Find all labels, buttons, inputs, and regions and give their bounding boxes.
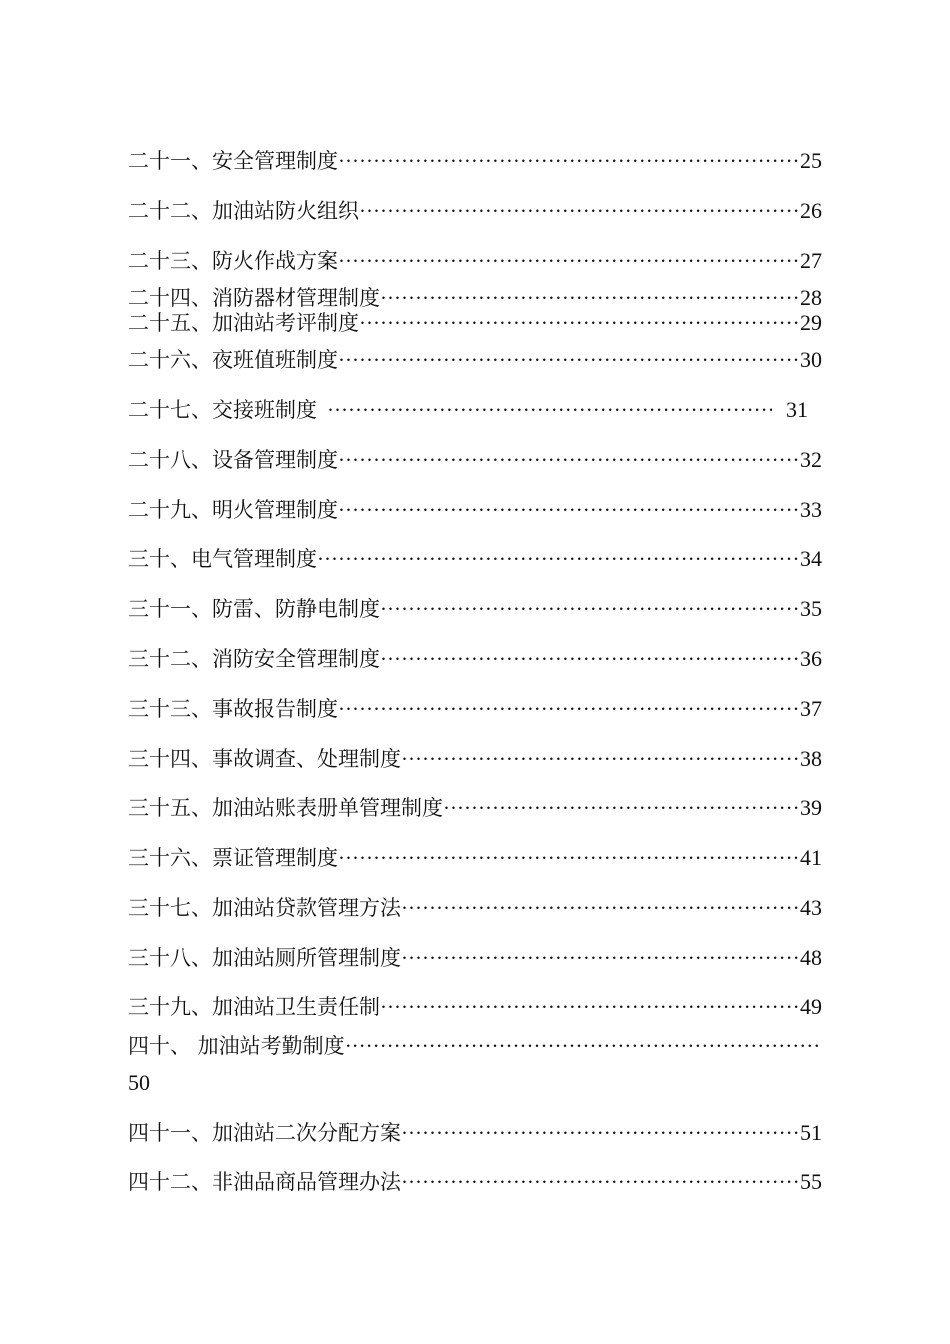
toc-entry[interactable]: [128, 745, 822, 773]
toc-entry-title: 二十八、设备管理制度: [128, 448, 338, 472]
toc-entry[interactable]: [128, 794, 822, 822]
toc-entry-page: 51: [800, 1120, 822, 1145]
toc-entry-title: 三十九、加油站卫生责任制: [128, 995, 380, 1019]
toc-entry[interactable]: [128, 197, 822, 225]
toc-entry-page: 31: [786, 397, 808, 422]
toc-leader-dots: [401, 944, 800, 972]
toc-leader-dots: [338, 346, 800, 374]
toc-entry-title: 三十五、加油站账表册单管理制度: [128, 796, 443, 820]
toc-entry-page: 26: [800, 198, 822, 223]
toc-entry-title: 四十一、加油站二次分配方案: [128, 1121, 401, 1145]
toc-leader-dots: [359, 311, 800, 335]
toc-entry-page: 35: [800, 596, 822, 621]
toc-entry-page: 49: [800, 994, 822, 1019]
toc-entry-page: 29: [800, 310, 822, 335]
toc-entry[interactable]: [128, 944, 822, 972]
toc-entry-page: 48: [800, 945, 822, 970]
toc-entry[interactable]: [128, 147, 822, 175]
toc-entry[interactable]: [128, 286, 822, 310]
toc-leader-dots: [380, 645, 800, 673]
toc-leader-dots: [338, 147, 800, 175]
toc-entry-title: 四十二、非油品商品管理办法: [128, 1170, 401, 1194]
toc-leader-dots: [338, 247, 800, 275]
toc-entry-page: 27: [800, 248, 822, 273]
toc-leader-dots: [380, 993, 800, 1021]
toc-leader-dots: [359, 197, 800, 225]
toc-entry-title: 三十六、票证管理制度: [128, 846, 338, 870]
toc-entry-page: 39: [800, 795, 822, 820]
toc-entry[interactable]: [128, 844, 822, 872]
toc-leader-dots: [338, 695, 800, 723]
toc-entry-page: 55: [800, 1169, 822, 1194]
toc-entry-title: 二十九、明火管理制度: [128, 498, 338, 522]
toc-leader-dots: [338, 496, 800, 524]
toc-entry-title: 二十五、加油站考评制度: [128, 311, 359, 335]
toc-entry-page: 32: [800, 447, 822, 472]
toc-entry[interactable]: [128, 1168, 822, 1196]
toc-entry-page: 38: [800, 746, 822, 771]
toc-entry-title: 二十一、安全管理制度: [128, 149, 338, 173]
toc-entry[interactable]: [128, 894, 822, 922]
toc-entry-title: 二十三、防火作战方案: [128, 249, 338, 273]
toc-entry[interactable]: [128, 446, 822, 474]
toc-entry[interactable]: [128, 1032, 822, 1060]
toc-entry-page: 43: [800, 895, 822, 920]
toc-entry-title: 四十、 加油站考勤制度: [128, 1034, 345, 1058]
toc-leader-dots: [380, 286, 800, 310]
toc-entry-page: 33: [800, 497, 822, 522]
toc-entry-page: 37: [800, 696, 822, 721]
toc-leader-dots: [401, 745, 800, 773]
toc-entry-title: 三十八、加油站厕所管理制度: [128, 946, 401, 970]
toc-entry[interactable]: [128, 1119, 822, 1147]
toc-entry-title: 三十二、消防安全管理制度: [128, 647, 380, 671]
toc-entry-title: 三十七、加油站贷款管理方法: [128, 896, 401, 920]
toc-entry-title: 二十四、消防器材管理制度: [128, 286, 380, 310]
toc-leader-dots: [401, 1119, 800, 1147]
toc-leader-dots: [401, 894, 800, 922]
toc-entry[interactable]: [128, 695, 822, 723]
toc-leader-dots: [327, 396, 772, 424]
toc-entry-page: 36: [800, 646, 822, 671]
toc-entry-title: 三十、电气管理制度: [128, 547, 317, 571]
toc-entry-title: 二十六、夜班值班制度: [128, 348, 338, 372]
toc-leader-dots: [338, 446, 800, 474]
toc-entry[interactable]: [128, 545, 822, 573]
toc-entry[interactable]: [128, 311, 822, 335]
toc-entry-page: 30: [800, 347, 822, 372]
toc-entry[interactable]: [128, 346, 822, 374]
toc-entry[interactable]: [128, 645, 822, 673]
toc-leader-dots: [345, 1032, 822, 1060]
toc-leader-dots: [317, 545, 800, 573]
toc-entry-page: 28: [800, 285, 822, 310]
toc-entry[interactable]: [128, 247, 822, 275]
toc-entry-title: 三十四、事故调查、处理制度: [128, 747, 401, 771]
toc-entry-page: 25: [800, 148, 822, 173]
toc-entry-page: 41: [800, 845, 822, 870]
toc-entry-page: 50: [128, 1070, 150, 1095]
toc-leader-dots: [443, 794, 800, 822]
toc-entry[interactable]: [128, 595, 822, 623]
toc-entry-title: 三十一、防雷、防静电制度: [128, 597, 380, 621]
toc-entry[interactable]: [128, 396, 822, 424]
toc-leader-dots: [401, 1168, 800, 1196]
toc-entry[interactable]: [128, 993, 822, 1021]
toc-entry-page: 34: [800, 546, 822, 571]
toc-entry-title: 二十二、加油站防火组织: [128, 199, 359, 223]
toc-entry-title: 二十七、交接班制度: [128, 398, 317, 422]
toc-entry[interactable]: [128, 496, 822, 524]
toc-entry-title: 三十三、事故报告制度: [128, 697, 338, 721]
toc-leader-dots: [380, 595, 800, 623]
toc-leader-dots: [338, 844, 800, 872]
